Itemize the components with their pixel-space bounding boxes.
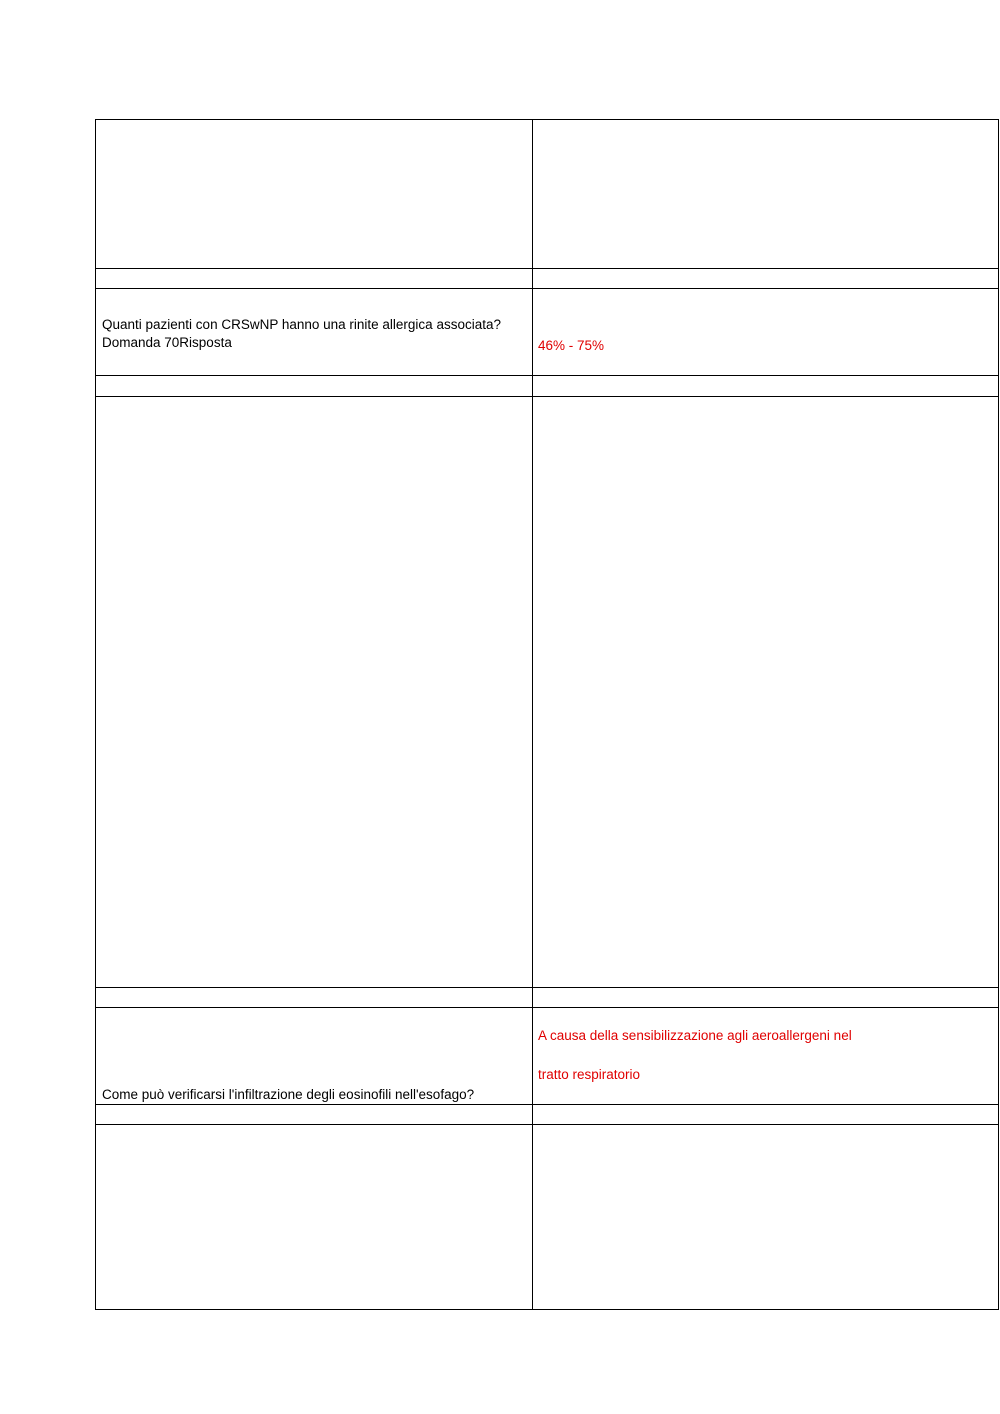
row-divider [96, 1124, 998, 1125]
column-divider [532, 120, 533, 1309]
row-divider [96, 288, 998, 289]
answer-esophagus-line2: tratto respiratorio [538, 1067, 641, 1082]
question-esophagus-text: Come può verificarsi l'infiltrazione degli eosinofili nell'esofago? [102, 1087, 475, 1102]
answer-esophagus-line1: A causa della sensibilizzazione agli aeroallergeni nel [538, 1028, 852, 1043]
question-70-text: Quanti pazienti con CRSwNP hanno una rinite allergica associata? [102, 317, 501, 332]
flashcard-table [95, 119, 999, 1310]
answer-70-text: 46% - 75% [538, 338, 605, 353]
row-divider [96, 375, 998, 376]
row-divider [96, 1104, 998, 1105]
row-divider [96, 396, 998, 397]
question-70-label: Domanda 70Risposta [102, 335, 232, 350]
row-divider [96, 987, 998, 988]
row-divider [96, 1007, 998, 1008]
row-divider [96, 268, 998, 269]
